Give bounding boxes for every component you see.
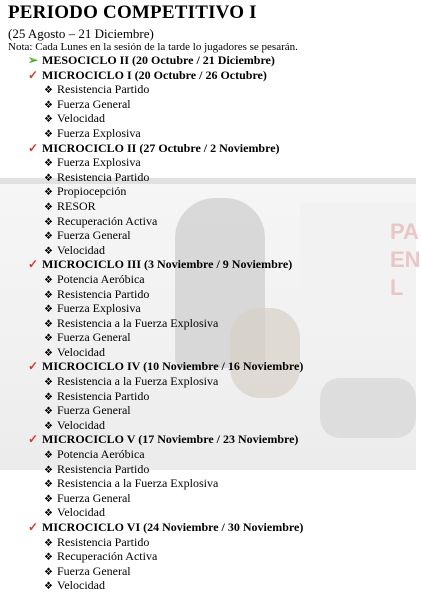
cycle-heading-text: MESOCICLO II (20 Octubre / 21 Diciembre)	[42, 53, 275, 67]
diamond-bullet-icon: ❖	[44, 231, 53, 243]
list-item-text: Potencia Aeróbica	[57, 271, 145, 286]
cycle-heading-text: MICROCICLO II (27 Octubre / 2 Noviembre)	[42, 140, 280, 155]
checkmark-icon: ✓	[27, 359, 39, 374]
list-item-text: Resistencia Partido	[57, 461, 150, 476]
diamond-bullet-icon: ❖	[44, 552, 53, 564]
diamond-bullet-icon: ❖	[44, 377, 53, 389]
checkmark-icon: ✓	[27, 140, 39, 155]
cycle-heading	[0, 141, 416, 156]
list-item	[0, 330, 416, 345]
list-item	[0, 228, 416, 243]
cycle-heading	[0, 520, 416, 535]
list-item-text: Resistencia a la Fuerza Explosiva	[57, 476, 219, 491]
cycle-heading	[0, 359, 416, 374]
list-item-text: Fuerza Explosiva	[57, 125, 141, 140]
list-item	[0, 374, 416, 389]
list-item-text: Resistencia Partido	[57, 534, 150, 549]
page-title: PERIODO COMPETITIVO I	[8, 2, 257, 23]
cycle-heading	[0, 53, 416, 68]
diamond-bullet-icon: ❖	[44, 99, 53, 111]
list-item	[0, 301, 416, 316]
list-item-text: Resistencia Partido	[57, 82, 150, 97]
diamond-bullet-icon: ❖	[44, 406, 53, 418]
diamond-bullet-icon: ❖	[44, 274, 53, 286]
list-item	[0, 170, 416, 185]
diamond-bullet-icon: ❖	[44, 245, 53, 257]
diamond-bullet-icon: ❖	[44, 85, 53, 97]
diamond-bullet-icon: ❖	[44, 172, 53, 184]
list-item	[0, 491, 416, 506]
cycle-heading	[0, 68, 416, 83]
list-item	[0, 564, 416, 579]
list-item-text: Resistencia a la Fuerza Explosiva	[57, 315, 219, 330]
list-item-text: Fuerza Explosiva	[57, 155, 141, 170]
diamond-bullet-icon: ❖	[44, 464, 53, 476]
cycle-heading	[0, 432, 416, 447]
diamond-bullet-icon: ❖	[44, 391, 53, 403]
list-item	[0, 403, 416, 418]
list-item	[0, 549, 416, 564]
diamond-bullet-icon: ❖	[44, 128, 53, 140]
list-item	[0, 111, 416, 126]
list-item-text: Fuerza General	[57, 490, 131, 505]
diamond-bullet-icon: ❖	[44, 479, 53, 491]
cycle-heading	[0, 257, 416, 272]
list-item	[0, 97, 416, 112]
list-item-text: Resistencia Partido	[57, 169, 150, 184]
list-item-text: Potencia Aeróbica	[57, 447, 145, 462]
list-item	[0, 345, 416, 360]
diamond-bullet-icon: ❖	[44, 187, 53, 199]
diamond-bullet-icon: ❖	[44, 289, 53, 301]
diamond-bullet-icon: ❖	[44, 158, 53, 170]
list-item-text: Velocidad	[57, 242, 105, 257]
list-item	[0, 535, 416, 550]
list-item	[0, 243, 416, 258]
list-item-text: Fuerza General	[57, 563, 131, 578]
diamond-bullet-icon: ❖	[44, 508, 53, 520]
list-item-text: Recuperación Activa	[57, 213, 158, 228]
checkmark-icon: ✓	[27, 257, 39, 272]
list-item-text: Fuerza General	[57, 228, 131, 243]
diamond-bullet-icon: ❖	[44, 450, 53, 462]
list-item-text: Fuerza General	[57, 403, 131, 418]
date-range: (25 Agosto – 21 Diciembre)	[8, 26, 154, 41]
cycle-heading-text: MICROCICLO IV (10 Noviembre / 16 Noviembre)	[42, 359, 304, 374]
list-item-text: Resistencia Partido	[57, 388, 150, 403]
cycle-heading-text: MICROCICLO I (20 Octubre / 26 Octubre)	[42, 67, 267, 82]
list-item	[0, 505, 416, 520]
list-item	[0, 287, 416, 302]
list-item	[0, 389, 416, 404]
checkmark-icon: ✓	[27, 520, 39, 534]
list-item	[0, 418, 416, 433]
diamond-bullet-icon: ❖	[44, 537, 53, 549]
list-item-text: Velocidad	[57, 344, 105, 359]
diamond-bullet-icon: ❖	[44, 216, 53, 228]
cycle-heading-text: MICROCICLO V (17 Noviembre / 23 Noviembre)	[42, 432, 299, 447]
diamond-bullet-icon: ❖	[44, 318, 53, 330]
diamond-bullet-icon: ❖	[44, 566, 53, 578]
list-item	[0, 316, 416, 331]
list-item-text: RESOR	[57, 198, 96, 213]
list-item-text: Fuerza General	[57, 330, 131, 345]
list-item-text: Velocidad	[57, 505, 105, 520]
diamond-bullet-icon: ❖	[44, 333, 53, 345]
list-item-text: Fuerza Explosiva	[57, 301, 141, 316]
list-item	[0, 462, 416, 477]
training-plan-list	[0, 53, 416, 593]
list-item	[0, 447, 416, 462]
list-item-text: Velocidad	[57, 417, 105, 432]
diamond-bullet-icon: ❖	[44, 201, 53, 213]
checkmark-icon: ✓	[27, 67, 39, 82]
list-item-text: Fuerza General	[57, 96, 131, 111]
list-item	[0, 184, 416, 199]
list-item-text: Velocidad	[57, 578, 105, 593]
diamond-bullet-icon: ❖	[44, 347, 53, 359]
list-item	[0, 272, 416, 287]
list-item-text: Resistencia a la Fuerza Explosiva	[57, 374, 219, 389]
list-item	[0, 476, 416, 491]
list-item-text: Recuperación Activa	[57, 549, 158, 564]
list-item	[0, 214, 416, 229]
diamond-bullet-icon: ❖	[44, 420, 53, 432]
photo-banner-letters: PA EN L	[390, 219, 421, 300]
arrow-bullet-icon: ➢	[27, 53, 39, 67]
cycle-heading-text: MICROCICLO VI (24 Noviembre / 30 Noviembre)	[42, 520, 304, 534]
diamond-bullet-icon: ❖	[44, 304, 53, 316]
list-item	[0, 578, 416, 593]
list-item	[0, 82, 416, 97]
checkmark-icon: ✓	[27, 432, 39, 447]
list-item-text: Propiocepción	[57, 184, 127, 199]
diamond-bullet-icon: ❖	[44, 493, 53, 505]
list-item	[0, 199, 416, 214]
list-item	[0, 126, 416, 141]
note-text: Nota: Cada Lunes en la sesión de la tarde lo jugadores se pesarán.	[8, 41, 298, 53]
list-item-text: Velocidad	[57, 111, 105, 126]
diamond-bullet-icon: ❖	[44, 114, 53, 126]
cycle-heading-text: MICROCICLO III (3 Noviembre / 9 Noviembre)	[42, 257, 293, 272]
list-item-text: Resistencia Partido	[57, 286, 150, 301]
diamond-bullet-icon: ❖	[44, 581, 53, 593]
list-item	[0, 155, 416, 170]
